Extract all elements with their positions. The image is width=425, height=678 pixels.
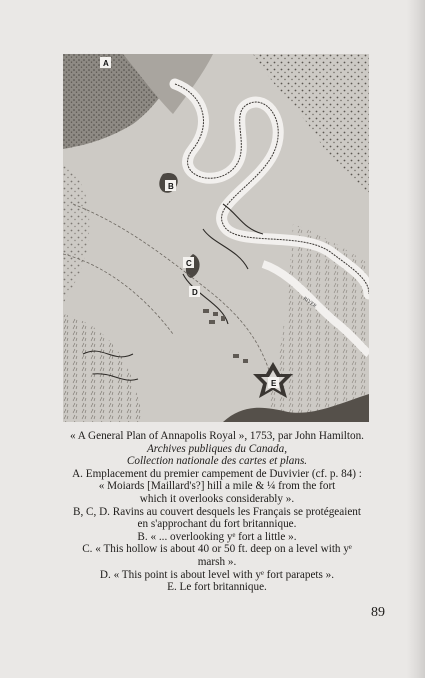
svg-text:A: A xyxy=(103,59,109,68)
historic-map-image xyxy=(63,54,369,422)
svg-text:D: D xyxy=(192,288,198,297)
caption-source-line2: Collection nationale des cartes et plans. xyxy=(126,455,308,468)
page-edge-shadow xyxy=(407,0,425,678)
map-marker-d xyxy=(189,286,200,297)
caption-entry-bcd2: en s'approchant du fort britannique. xyxy=(137,518,297,531)
caption-entry-b: B. « ... overlooking yᵉ fort a little ». xyxy=(137,530,297,543)
map-marker-b xyxy=(165,180,176,191)
caption-title: « A General Plan of Annapolis Royal », 1753, par John Hamilton. xyxy=(70,430,364,442)
svg-text:B: B xyxy=(168,182,174,191)
map-caption xyxy=(40,430,394,594)
page-number: 89 xyxy=(371,605,385,620)
caption-entry-e: E. Le fort britannique. xyxy=(167,581,267,594)
caption-entry-a-quote1: « Moiards [Maillard's?] hill a mile & ¼ from the fort xyxy=(98,480,336,493)
caption-entry-c1: C. « This hollow is about 40 or 50 ft. deep on a level with yᵉ xyxy=(82,543,352,556)
map-river-label: RIVER xyxy=(301,296,318,310)
svg-text:E: E xyxy=(271,379,277,388)
caption-entry-d: D. « This point is about level with yᵉ fort parapets ». xyxy=(99,568,335,581)
map-marker-c xyxy=(183,257,194,268)
caption-entry-bcd1: B, C, D. Ravins au couvert desquels les Français se protégeaient xyxy=(72,505,361,518)
caption-source-line1: Archives publiques du Canada, xyxy=(146,442,288,455)
map-marker-a xyxy=(100,57,111,68)
caption-entry-c2: marsh ». xyxy=(197,555,237,568)
caption-entry-a-quote2: which it overlooks considerably ». xyxy=(139,492,295,505)
caption-entry-a: A. Emplacement du premier campement de Duvivier (cf. p. 84) : xyxy=(72,467,362,480)
map-marker-e xyxy=(268,377,279,388)
svg-text:C: C xyxy=(186,259,192,268)
